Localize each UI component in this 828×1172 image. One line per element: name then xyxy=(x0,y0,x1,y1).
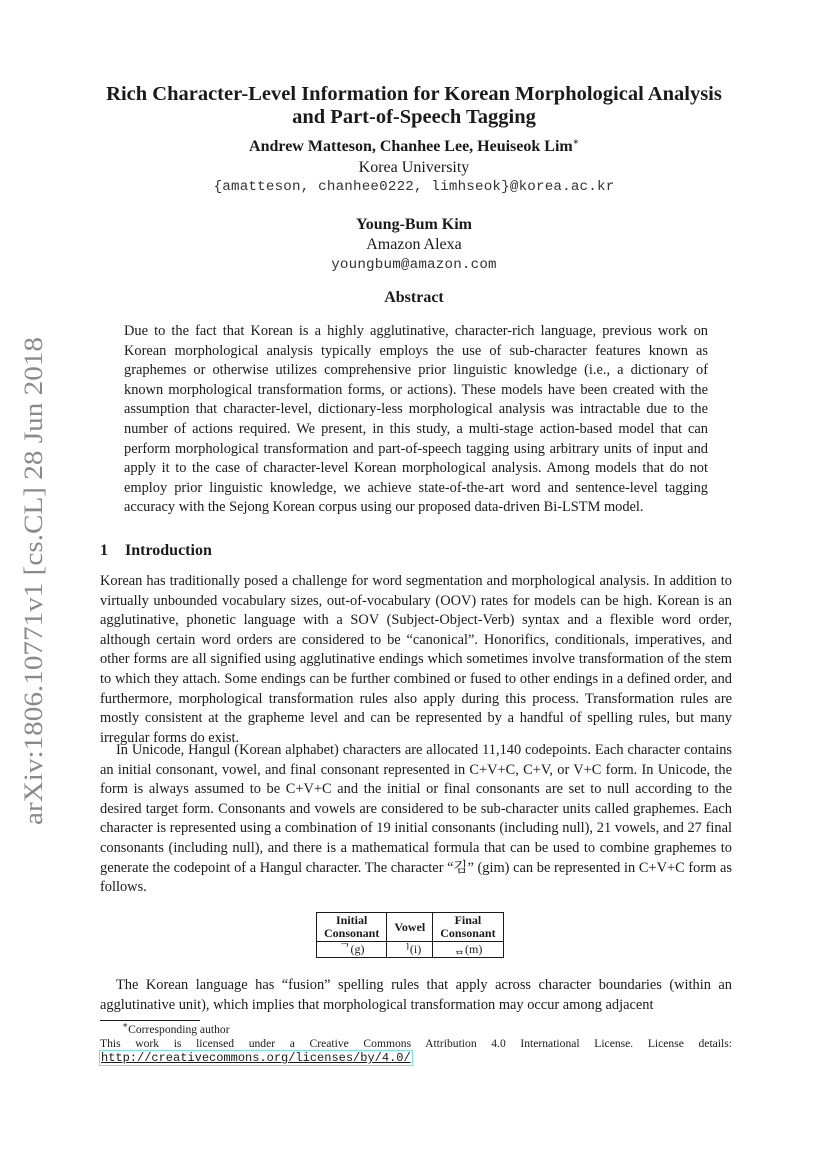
abstract-heading: Abstract xyxy=(384,289,444,306)
arxiv-identifier-stamp xyxy=(12,335,52,825)
intro-paragraph-3: The Korean language has “fusion” spelling rules that apply across character boundaries (within an agglutinative unit), which implies that morphological transformation may occur among adjacent xyxy=(100,977,732,1013)
section-title: Introduction xyxy=(125,542,212,559)
author-names-2: Young-Bum Kim xyxy=(355,216,473,233)
license-link[interactable]: http://creativecommons.org/licenses/by/4.0/ xyxy=(101,1051,411,1065)
footnote-license: This work is licensed under a Creative Commons Attribution 4.0 International License. License details: xyxy=(100,1037,732,1050)
paper-title xyxy=(0,83,828,129)
header-final-consonant xyxy=(433,913,503,942)
author-email-2: youngbum@amazon.com xyxy=(331,257,497,273)
affiliation-2: Amazon Alexa xyxy=(366,236,462,253)
header-initial-line-1: Initial xyxy=(336,913,368,927)
author-names-1 xyxy=(0,137,828,156)
header-initial-consonant xyxy=(317,913,387,942)
corresponding-author-mark: ∗ xyxy=(572,136,579,147)
footnote-mark: ∗ xyxy=(122,1020,129,1031)
arxiv-stamp-text: arXiv:1806.10771v1 [cs.CL] 28 Jun 2018 xyxy=(19,390,48,825)
author-names: Andrew Matteson, Chanhee Lee, Heuiseok Lim xyxy=(249,138,573,155)
abstract-text: Due to the fact that Korean is a highly agglutinative, character-rich language, previous work on Korean morphological analysis typically employs the use of sub-character features known as graphemes or otherwise utilizes comprehensive prior linguistic knowledge (i.e., a dictionary of known morphological transformation forms, or actions). These models have been created with the assumption that character-level, dictionary-less morphological analysis was intractable due to the number of actions required. We present, in this study, a multi-stage action-based model that can perform morphological transformation and part-of-speech tagging using arbitrary units of input and apply it to the case of character-level Korean morphological analysis. Among models that do not employ prior linguistic knowledge, we achieve state-of-the-art word and sentence-level tagging accuracy with the Sejong Korean corpus using our proposed data-driven Bi-LSTM model. xyxy=(124,323,708,516)
footnote-corresponding-text: Corresponding author xyxy=(128,1023,230,1036)
cell-initial-consonant: ᄀ(g) xyxy=(317,942,387,958)
grapheme-table-header-row xyxy=(317,913,504,942)
header-vowel: Vowel xyxy=(387,913,433,942)
footnote-divider xyxy=(100,1020,200,1021)
intro-paragraph-2: In Unicode, Hangul (Korean alphabet) characters are allocated 11,140 codepoints. Each character contains an initial consonant, vowel, and final consonant represented in C+V+C, C+V, or V+C form. In Unicode, the form is always assumed to be C+V+C and the initial or final consonants are set to null according to the desired target form. Consonants and vowels are considered to be sub-character units called graphemes. Each character is represented using a combination of 19 initial consonants (including null), 21 vowels, and 27 final consonants (including null), and there is a mathematical formula that can be used to combine graphemes to generate the codepoint of a Hangul character. The character “김” (gim) can be represented in C+V+C form as follows. xyxy=(100,742,732,896)
arxiv-stamp-graphic xyxy=(12,335,52,825)
affiliation-1: Korea University xyxy=(358,159,470,176)
header-final-line-2: Consonant xyxy=(440,926,496,940)
intro-paragraph-1: Korean has traditionally posed a challenge for word segmentation and morphological analysis. In addition to virtually unbounded vocabulary sizes, out-of-vocabulary (OOV) rates for models can be high. Korean is an agglutinative, phonetic language with a SOV (Subject-Object-Verb) syntax and a flexible word order, although certain word orders are considered to be “canonical”. Honorifics, conditionals, imperatives, and other forms are all signified using agglutinative endings which sometimes involve transformation of the stem to which they attach. Some endings can be further combined or fused to other endings in a defined order, and furthermore, morphological transformation rules also apply during this process. Transformation rules are mostly consistent at the grapheme level and can be represented by a handful of spelling rules, but many irregular forms do exist. xyxy=(100,573,732,746)
cell-vowel: ᅵ(i) xyxy=(387,942,433,958)
header-final-line-1: Final xyxy=(454,913,482,927)
header-initial-line-2: Consonant xyxy=(324,926,380,940)
section-heading-introduction xyxy=(100,542,212,560)
title-line-1: Rich Character-Level Information for Korean Morphological Analysis xyxy=(106,83,722,105)
title-line-2: and Part-of-Speech Tagging xyxy=(292,106,536,128)
footnote-corresponding-author xyxy=(100,1020,732,1037)
section-number: 1 xyxy=(100,542,108,559)
grapheme-table xyxy=(316,912,504,958)
grapheme-table-row xyxy=(317,942,504,958)
cell-final-consonant: ᆷ(m) xyxy=(433,942,503,958)
author-emails-1: {amatteson, chanhee0222, limhseok}@korea.ac.kr xyxy=(213,179,615,195)
